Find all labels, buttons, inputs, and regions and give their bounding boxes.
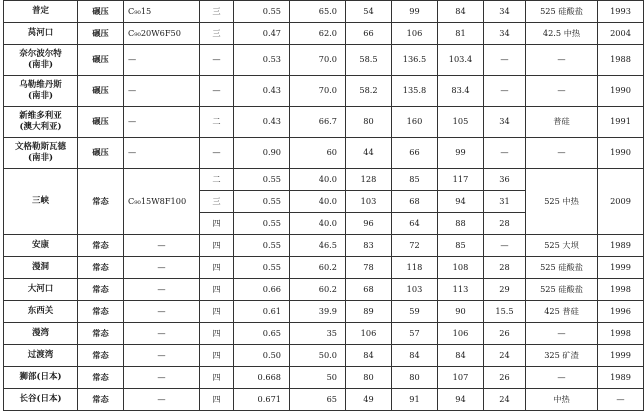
cell: 0.668 — [234, 367, 290, 389]
cell: 46.5 — [290, 235, 346, 257]
cell: 0.55 — [234, 257, 290, 279]
cell: 34 — [484, 1, 526, 23]
cell: 三峡 — [4, 169, 78, 235]
cell: 80 — [346, 107, 392, 138]
cell: 乌勒维丹斯 (南非) — [4, 76, 78, 107]
dam-concrete-table — [3, 0, 644, 411]
cell: 35 — [290, 323, 346, 345]
cell: — — [124, 107, 200, 138]
table-row — [4, 23, 644, 45]
cell: 58.2 — [346, 76, 392, 107]
cell: 常态 — [78, 169, 124, 235]
cell: 525 大坝 — [526, 235, 598, 257]
cell: C₉₀20W6F50 — [124, 23, 200, 45]
cell: — — [124, 345, 200, 367]
cell: — — [484, 235, 526, 257]
cell: 91 — [392, 389, 438, 411]
cell: 普硅 — [526, 107, 598, 138]
table-row — [4, 389, 644, 411]
cell: 136.5 — [392, 45, 438, 76]
cell: 85 — [392, 169, 438, 191]
cell: 96 — [346, 213, 392, 235]
cell: 0.43 — [234, 107, 290, 138]
cell: 90 — [438, 301, 484, 323]
cell: 83 — [346, 235, 392, 257]
cell: — — [526, 45, 598, 76]
cell: 文格勒斯瓦德 (南非) — [4, 138, 78, 169]
cell: 二 — [200, 107, 234, 138]
cell: 83.4 — [438, 76, 484, 107]
cell: — — [124, 367, 200, 389]
table-row — [4, 107, 644, 138]
cell: 103 — [392, 279, 438, 301]
table-row — [4, 1, 644, 23]
cell: 94 — [438, 191, 484, 213]
cell: 525 硅酸盐 — [526, 279, 598, 301]
cell: 1989 — [598, 367, 644, 389]
table-row — [4, 323, 644, 345]
cell: 34 — [484, 107, 526, 138]
cell: — — [526, 323, 598, 345]
cell: 84 — [346, 345, 392, 367]
cell: 128 — [346, 169, 392, 191]
cell: — — [124, 45, 200, 76]
cell: 碾压 — [78, 23, 124, 45]
table-row — [4, 45, 644, 76]
cell: 碾压 — [78, 45, 124, 76]
cell: 0.90 — [234, 138, 290, 169]
cell: 0.55 — [234, 1, 290, 23]
cell: 24 — [484, 345, 526, 367]
table-row — [4, 138, 644, 169]
cell: 105 — [438, 107, 484, 138]
cell: 四 — [200, 323, 234, 345]
cell: 1998 — [598, 323, 644, 345]
cell: 54 — [346, 1, 392, 23]
cell: 525 硅酸盐 — [526, 1, 598, 23]
cell: 1999 — [598, 257, 644, 279]
cell: 漫洞 — [4, 257, 78, 279]
cell: 31 — [484, 191, 526, 213]
cell: — — [200, 138, 234, 169]
cell: 1989 — [598, 235, 644, 257]
table-row — [4, 76, 644, 107]
cell: 莴河口 — [4, 23, 78, 45]
cell: — — [124, 138, 200, 169]
cell: 68 — [346, 279, 392, 301]
cell: 四 — [200, 279, 234, 301]
cell: 57 — [392, 323, 438, 345]
table-row — [4, 169, 644, 191]
cell: 44 — [346, 138, 392, 169]
cell: 四 — [200, 301, 234, 323]
cell: 1991 — [598, 107, 644, 138]
cell: 89 — [346, 301, 392, 323]
cell: 29 — [484, 279, 526, 301]
cell: 1990 — [598, 138, 644, 169]
cell: 新维多利亚 (澳大利亚) — [4, 107, 78, 138]
cell: 奈尔波尔特 (南非) — [4, 45, 78, 76]
cell: 78 — [346, 257, 392, 279]
cell: 碾压 — [78, 138, 124, 169]
cell: 72 — [392, 235, 438, 257]
cell: 普定 — [4, 1, 78, 23]
cell: 50.0 — [290, 345, 346, 367]
cell: 85 — [438, 235, 484, 257]
table-row — [4, 235, 644, 257]
cell: 28 — [484, 213, 526, 235]
cell: 135.8 — [392, 76, 438, 107]
cell: 50 — [290, 367, 346, 389]
cell: 64 — [392, 213, 438, 235]
cell: 66.7 — [290, 107, 346, 138]
cell: 长谷(日本) — [4, 389, 78, 411]
cell: 0.61 — [234, 301, 290, 323]
cell: 106 — [438, 323, 484, 345]
cell: 99 — [392, 1, 438, 23]
cell: 26 — [484, 367, 526, 389]
cell: 84 — [392, 345, 438, 367]
cell: 碾压 — [78, 1, 124, 23]
cell: 四 — [200, 235, 234, 257]
cell: 0.55 — [234, 191, 290, 213]
cell: 0.66 — [234, 279, 290, 301]
cell: 36 — [484, 169, 526, 191]
cell: 65.0 — [290, 1, 346, 23]
cell: — — [526, 138, 598, 169]
cell: 325 矿渣 — [526, 345, 598, 367]
cell: 2004 — [598, 23, 644, 45]
cell: 34 — [484, 23, 526, 45]
cell: 漫湾 — [4, 323, 78, 345]
cell: 三 — [200, 191, 234, 213]
cell: 59 — [392, 301, 438, 323]
cell: 40.0 — [290, 169, 346, 191]
cell: 0.43 — [234, 76, 290, 107]
cell: 常态 — [78, 279, 124, 301]
cell: 62.0 — [290, 23, 346, 45]
cell: 108 — [438, 257, 484, 279]
cell: 安康 — [4, 235, 78, 257]
cell: 常态 — [78, 323, 124, 345]
cell: 四 — [200, 367, 234, 389]
cell: 1988 — [598, 45, 644, 76]
cell: — — [124, 301, 200, 323]
cell: 1999 — [598, 345, 644, 367]
cell: — — [526, 367, 598, 389]
cell: 二 — [200, 169, 234, 191]
table-row — [4, 345, 644, 367]
cell: 94 — [438, 389, 484, 411]
cell: 68 — [392, 191, 438, 213]
cell: — — [200, 45, 234, 76]
cell: 常态 — [78, 235, 124, 257]
cell: — — [484, 138, 526, 169]
cell: 0.53 — [234, 45, 290, 76]
cell: 49 — [346, 389, 392, 411]
cell: — — [124, 76, 200, 107]
cell: 65 — [290, 389, 346, 411]
cell: 60 — [290, 138, 346, 169]
cell: 84 — [438, 345, 484, 367]
cell: — — [124, 257, 200, 279]
cell: 42.5 中热 — [526, 23, 598, 45]
cell: 三 — [200, 1, 234, 23]
cell: — — [124, 389, 200, 411]
cell: 107 — [438, 367, 484, 389]
cell: 106 — [392, 23, 438, 45]
cell: 525 中热 — [526, 169, 598, 235]
table-row — [4, 257, 644, 279]
cell: 中热 — [526, 389, 598, 411]
cell: 103.4 — [438, 45, 484, 76]
cell: 常态 — [78, 345, 124, 367]
cell: 1993 — [598, 1, 644, 23]
cell: 三 — [200, 23, 234, 45]
cell: C₉₀15 — [124, 1, 200, 23]
cell: 四 — [200, 213, 234, 235]
cell: 四 — [200, 257, 234, 279]
cell: 0.55 — [234, 169, 290, 191]
cell: 40.0 — [290, 191, 346, 213]
cell: 四 — [200, 389, 234, 411]
cell: 40.0 — [290, 213, 346, 235]
cell: 常态 — [78, 367, 124, 389]
cell: 1998 — [598, 279, 644, 301]
cell: 0.671 — [234, 389, 290, 411]
cell: 425 普硅 — [526, 301, 598, 323]
cell: — — [124, 279, 200, 301]
cell: 60.2 — [290, 257, 346, 279]
cell: 狮部(日本) — [4, 367, 78, 389]
cell: 1996 — [598, 301, 644, 323]
cell: 117 — [438, 169, 484, 191]
cell: 四 — [200, 345, 234, 367]
cell: — — [124, 323, 200, 345]
cell: 1990 — [598, 76, 644, 107]
cell: 常态 — [78, 389, 124, 411]
cell: 过渡湾 — [4, 345, 78, 367]
cell: 88 — [438, 213, 484, 235]
cell: 碾压 — [78, 76, 124, 107]
cell: 58.5 — [346, 45, 392, 76]
cell: — — [484, 76, 526, 107]
cell: 80 — [392, 367, 438, 389]
cell: 80 — [346, 367, 392, 389]
cell: C₉₀15W8F100 — [124, 169, 200, 235]
cell: — — [484, 45, 526, 76]
cell: 103 — [346, 191, 392, 213]
cell: 118 — [392, 257, 438, 279]
cell: — — [598, 389, 644, 411]
cell: 24 — [484, 389, 526, 411]
cell: 0.65 — [234, 323, 290, 345]
table-row — [4, 279, 644, 301]
cell: 2009 — [598, 169, 644, 235]
cell: 28 — [484, 257, 526, 279]
cell: — — [526, 76, 598, 107]
cell: 525 硅酸盐 — [526, 257, 598, 279]
cell: 113 — [438, 279, 484, 301]
cell: 66 — [346, 23, 392, 45]
cell: 常态 — [78, 257, 124, 279]
cell: 碾压 — [78, 107, 124, 138]
cell: 84 — [438, 1, 484, 23]
cell: 26 — [484, 323, 526, 345]
table-row — [4, 301, 644, 323]
table-row — [4, 367, 644, 389]
cell: 60.2 — [290, 279, 346, 301]
cell: 常态 — [78, 301, 124, 323]
cell: — — [200, 76, 234, 107]
cell: 大河口 — [4, 279, 78, 301]
cell: 70.0 — [290, 45, 346, 76]
cell: 70.0 — [290, 76, 346, 107]
cell: 0.50 — [234, 345, 290, 367]
cell: 160 — [392, 107, 438, 138]
cell: 106 — [346, 323, 392, 345]
cell: 66 — [392, 138, 438, 169]
cell: 东西关 — [4, 301, 78, 323]
cell: — — [124, 235, 200, 257]
cell: 81 — [438, 23, 484, 45]
table-body — [4, 1, 644, 411]
cell: 39.9 — [290, 301, 346, 323]
cell: 15.5 — [484, 301, 526, 323]
cell: 0.55 — [234, 213, 290, 235]
cell: 0.47 — [234, 23, 290, 45]
cell: 99 — [438, 138, 484, 169]
cell: 0.55 — [234, 235, 290, 257]
